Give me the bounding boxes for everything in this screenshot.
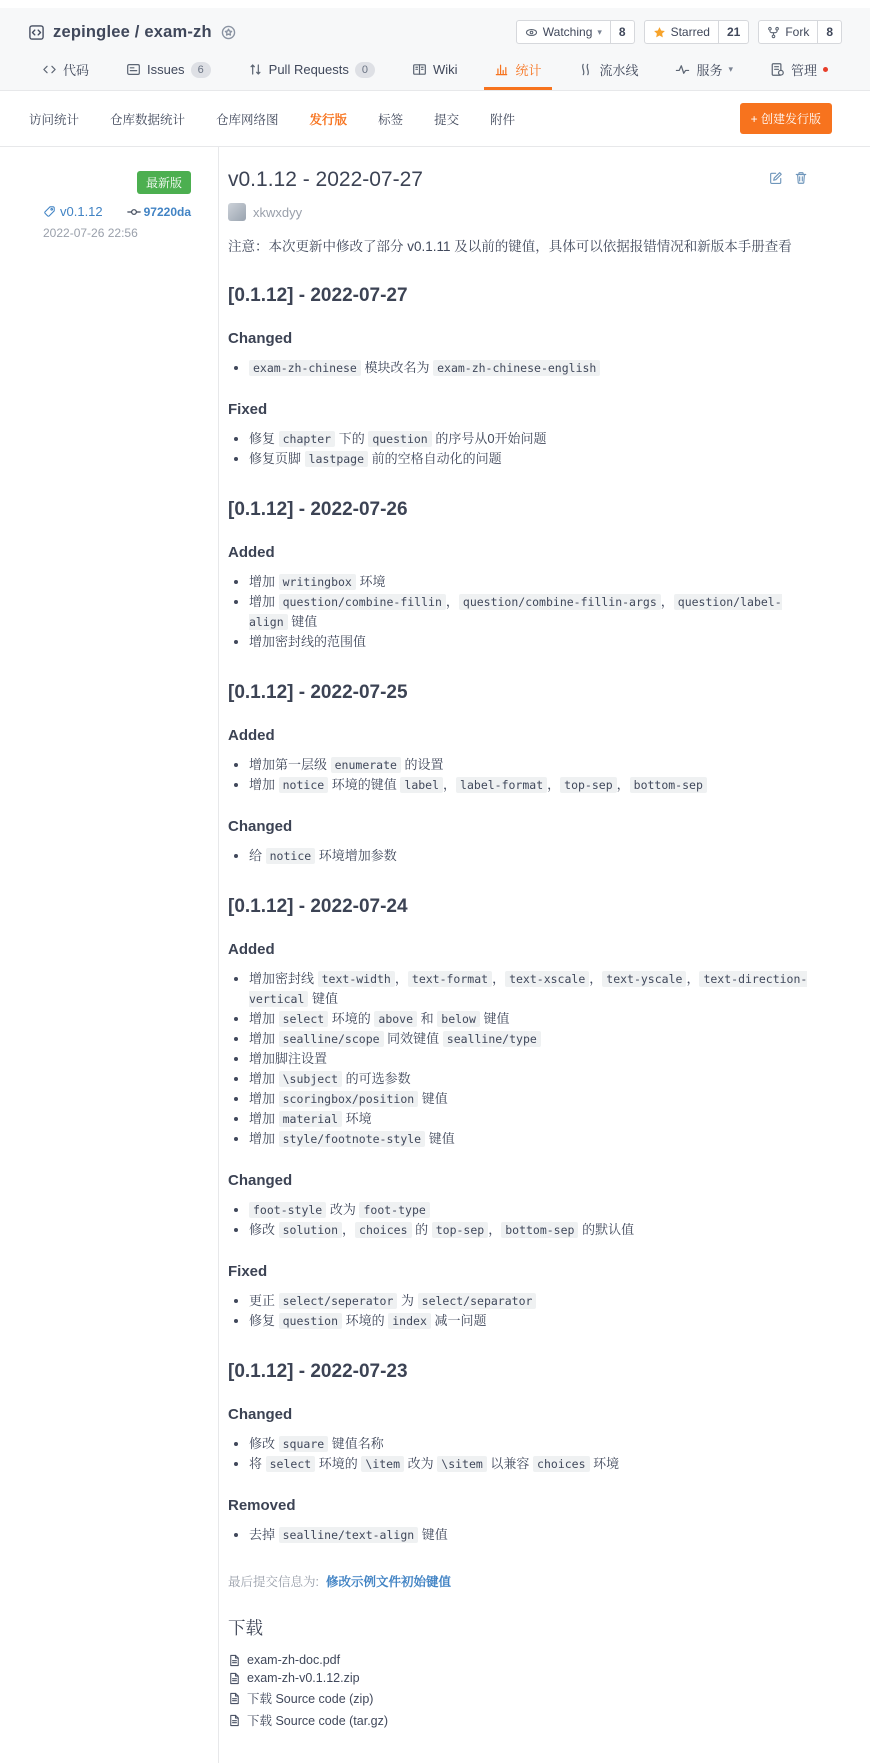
changelog-section-heading: [0.1.12] - 2022-07-23 [228,1361,408,1383]
tab-pipeline[interactable] [568,51,648,90]
changelog-group-title: Changed [228,1406,293,1424]
release-title-actions [769,168,808,185]
commit-link[interactable] [127,205,191,219]
changelog-section-heading: [0.1.12] - 2022-07-25 [228,682,408,704]
subnav-item-repo-network[interactable]: 仓库网络图 [216,112,279,127]
inline-code: text-xscale [505,971,589,987]
changelog-group-title: Added [228,727,275,745]
inline-code: text-width [318,971,395,987]
inline-code: select [279,1011,329,1027]
changelog-list [228,572,808,652]
changelog-item: • exam-zh-chinese 模块改名为 exam-zh-chinese-english [249,358,808,378]
inline-code: \item [361,1456,404,1472]
wiki-icon [412,62,427,77]
release-main [218,147,870,1763]
tab-label: Issues [146,62,185,77]
release-date: 2022-07-26 22:56 [43,226,138,240]
changelog-item: • 修改 solution ， choices 的 top-sep ， bottom-sep 的默认值 [249,1220,808,1240]
create-release-button[interactable]: + 创建发行版 [740,103,832,134]
fork-icon [767,26,780,39]
subnav-item-commits[interactable]: 提交 [434,112,460,127]
inline-code: select/seperator [279,1293,398,1309]
inline-code: writingbox [279,574,356,590]
tab-issues[interactable] [116,51,221,90]
tab-label: 流水线 [599,63,639,78]
inline-code: above [374,1011,417,1027]
inline-code: top-sep [432,1222,488,1238]
file-name: exam-zh-v0.1.12.zip [247,1671,360,1686]
inline-code: square [279,1436,329,1452]
changelog-item: • 增加 style/footnote-style 键值 [249,1129,808,1149]
tab-services[interactable] [665,51,743,90]
repo-title[interactable]: zepinglee / exam-zh [53,22,212,41]
inline-code: text-yscale [602,971,686,987]
inline-code: select/separator [418,1293,537,1309]
changelog-item: • 增加密封线 text-width ， text-format ， text-xscale ， text-yscale ， text-direction-vertical 键值 [249,969,808,1009]
stats-icon [494,62,509,77]
file-name: 下载 Source code (tar.gz) [247,1714,389,1729]
subnav-item-tags[interactable]: 标签 [378,112,404,127]
watching-label: Watching [542,25,593,39]
changelog-list [228,1434,808,1474]
subnav-item-repo-data-stats[interactable]: 仓库数据统计 [110,112,186,127]
repo-header [0,8,870,91]
inline-code: foot-style [249,1202,326,1218]
changelog-group-title: Changed [228,330,293,348]
changelog-section-heading: [0.1.12] - 2022-07-26 [228,499,408,521]
edit-release-icon[interactable] [769,171,783,185]
changelog-list [228,969,808,1149]
pull-request-icon [248,62,263,77]
fork-button-group [758,20,842,44]
changelog-list [228,755,808,795]
inline-code: chapter [279,431,335,447]
file-icon [228,1672,241,1685]
download-file-link[interactable] [228,1653,808,1667]
tab-badge: 0 [355,62,375,78]
tab-label: 统计 [515,63,542,78]
inline-code: question/combine-fillin-args [459,594,661,610]
tab-manage[interactable] [760,51,838,90]
changelog-group-title: Added [228,941,275,959]
tab-code[interactable] [32,51,99,90]
services-icon [675,62,690,77]
download-file-link[interactable] [228,1689,808,1707]
commit-sha: 97220da [143,204,191,219]
changelog-item: • 修复 chapter 下的 question 的序号从0开始问题 [249,429,808,449]
changelog-group-title: Fixed [228,401,268,419]
watching-button-group [516,20,635,44]
changelog-list [228,1200,808,1240]
fork-button[interactable] [759,21,817,43]
tag-name: v0.1.12 [60,204,103,219]
tab-label: 管理 [790,63,817,78]
inline-code: sealline/text-align [279,1527,419,1543]
file-icon [228,1692,241,1705]
inline-code: bottom-sep [630,777,707,793]
stats-subnav [0,91,870,146]
changelog-item: • 增加密封线的范围值 [249,632,808,652]
chevron-down-icon: ▾ [728,64,733,74]
starred-count[interactable]: 21 [718,21,748,43]
file-icon [228,1654,241,1667]
inline-code: notice [266,848,316,864]
subnav-links [29,110,515,128]
changelog-item: • 增加 question/combine-fillin ， question/combine-fillin-args ， question/label-align 键值 [249,592,808,632]
download-file-link[interactable] [228,1671,808,1685]
changelog-item: • 给 notice 环境增加参数 [249,846,808,866]
changelog-item: • 增加脚注设置 [249,1049,808,1069]
starred-button-group [644,20,750,44]
author-row [228,203,808,221]
file-icon [228,1714,241,1727]
inline-code: index [388,1313,431,1329]
inline-code: scoringbox/position [279,1091,419,1107]
starred-button[interactable] [645,21,718,43]
changelog-item: • 修改 square 键值名称 [249,1434,808,1454]
changelog-item: • 增加 sealline/scope 同效键值 sealline/type [249,1029,808,1049]
downloads-title: 下载 [228,1618,263,1639]
changelog-group-title: Fixed [228,1263,268,1281]
changelog-item: • 增加第一层级 enumerate 的设置 [249,755,808,775]
changelog-item: • foot-style 改为 foot-type [249,1200,808,1220]
subnav-item-visit-stats[interactable]: 访问统计 [29,112,80,127]
watching-button[interactable] [517,21,610,43]
changelog-list [228,1525,808,1545]
inline-code: question/combine-fillin [279,594,446,610]
tab-badge: 6 [191,62,211,78]
inline-code: sealline/type [443,1031,541,1047]
changelog-item: • 增加 select 环境的 above 和 below 键值 [249,1009,808,1029]
last-commit-link[interactable]: 修改示例文件初始键值 [325,1575,451,1590]
changelog-item: • 修复页脚 lastpage 前的空格自动化的问题 [249,449,808,469]
inline-code: material [279,1111,342,1127]
inline-code: text-direction-vertical [249,972,808,1007]
release-body [228,285,808,1545]
inline-code: style/footnote-style [279,1131,425,1147]
inline-code: exam-zh-chinese-english [433,360,600,376]
tag-link[interactable] [43,204,103,219]
tab-label: Wiki [432,62,458,77]
inline-code: label-format [456,777,547,793]
content [0,147,870,1763]
changelog-section-heading: [0.1.12] - 2022-07-24 [228,896,408,918]
inline-code: question [279,1313,342,1329]
tab-stats[interactable] [484,51,551,90]
notification-dot [823,67,828,72]
subnav-item-attachments[interactable]: 附件 [490,112,516,127]
file-name: exam-zh-doc.pdf [247,1653,341,1668]
tag-icon [43,205,56,218]
inline-code: question/label-align [249,595,782,630]
avatar[interactable] [228,203,246,221]
inline-code: \sitem [437,1456,487,1472]
delete-release-icon[interactable] [794,171,808,185]
changelog-group-title: Added [228,544,275,562]
commit-icon [127,205,141,219]
inline-code: exam-zh-chinese [249,360,361,376]
inline-code: select [266,1456,316,1472]
changelog-item: • 增加 writingbox 环境 [249,572,808,592]
changelog-item: • 更正 select/seperator 为 select/separator [249,1291,808,1311]
inline-code: lastpage [305,451,368,467]
repo-icon [28,24,45,41]
inline-code: enumerate [331,757,401,773]
inline-code: below [437,1011,480,1027]
manage-icon [770,62,785,77]
changelog-list [228,429,808,469]
inline-code: solution [279,1222,342,1238]
inline-code: foot-type [359,1202,429,1218]
tab-label: Pull Requests [268,62,349,77]
release-author[interactable]: xkwxdyy [253,204,303,220]
inline-code: \subject [279,1071,342,1087]
release-title: v0.1.12 - 2022-07-27 [228,168,423,191]
repo-actions [516,20,842,44]
starred-label: Starred [670,25,710,39]
watching-count[interactable]: 8 [610,21,634,43]
tab-label: 代码 [63,63,90,78]
inline-code: question [368,431,431,447]
changelog-list [228,358,808,378]
inline-code: label [400,777,443,793]
changelog-group-title: Changed [228,1172,293,1190]
release-meta [0,147,218,1763]
tab-pull-requests[interactable] [238,51,385,90]
repo-tabs [0,51,870,90]
fork-label: Fork [785,25,810,39]
changelog-item: • 修复 question 环境的 index 减一问题 [249,1311,808,1331]
changelog-group-title: Changed [228,818,293,836]
changelog-item: • 增加 \subject 的可选参数 [249,1069,808,1089]
download-file-link[interactable] [228,1711,808,1729]
repo-title-row [0,17,870,47]
inline-code: notice [279,777,329,793]
file-name: 下载 Source code (zip) [247,1692,374,1707]
chevron-down-icon[interactable]: ▾ [597,26,602,37]
fork-count[interactable]: 8 [817,21,841,43]
inline-code: choices [533,1456,589,1472]
changelog-list [228,846,808,866]
inline-code: sealline/scope [279,1031,384,1047]
changelog-item: • 将 select 环境的 \item 改为 \sitem 以兼容 choices 环境 [249,1454,808,1474]
changelog-item: • 增加 scoringbox/position 键值 [249,1089,808,1109]
changelog-item: • 增加 material 环境 [249,1109,808,1129]
certificate-icon [220,24,237,41]
last-commit-label: 最后提交信息为: [228,1575,319,1590]
changelog-item: • 去掉 sealline/text-align 键值 [249,1525,808,1545]
inline-code: top-sep [560,777,616,793]
tab-wiki[interactable] [402,51,468,90]
release-note: 注意：本次更新中修改了部分 v0.1.11 及以前的键值，具体可以依据报错情况和新版本手册查看 [228,239,792,255]
eye-icon [525,26,538,39]
last-commit-row [228,1572,808,1590]
download-files [228,1653,808,1729]
tab-label: 服务 [696,63,723,78]
issues-icon [126,62,141,77]
inline-code: text-format [408,971,492,987]
changelog-group-title: Removed [228,1497,296,1515]
changelog-list [228,1291,808,1331]
subnav-item-releases[interactable]: 发行版 [309,112,348,127]
pipeline-icon [578,62,593,77]
star-icon [653,26,666,39]
changelog-section-heading: [0.1.12] - 2022-07-27 [228,285,408,307]
inline-code: choices [355,1222,411,1238]
inline-code: bottom-sep [501,1222,578,1238]
changelog-item: • 增加 notice 环境的键值 label ， label-format ， top-sep ， bottom-sep [249,775,808,795]
latest-badge: 最新版 [137,171,191,194]
code-icon [42,62,57,77]
